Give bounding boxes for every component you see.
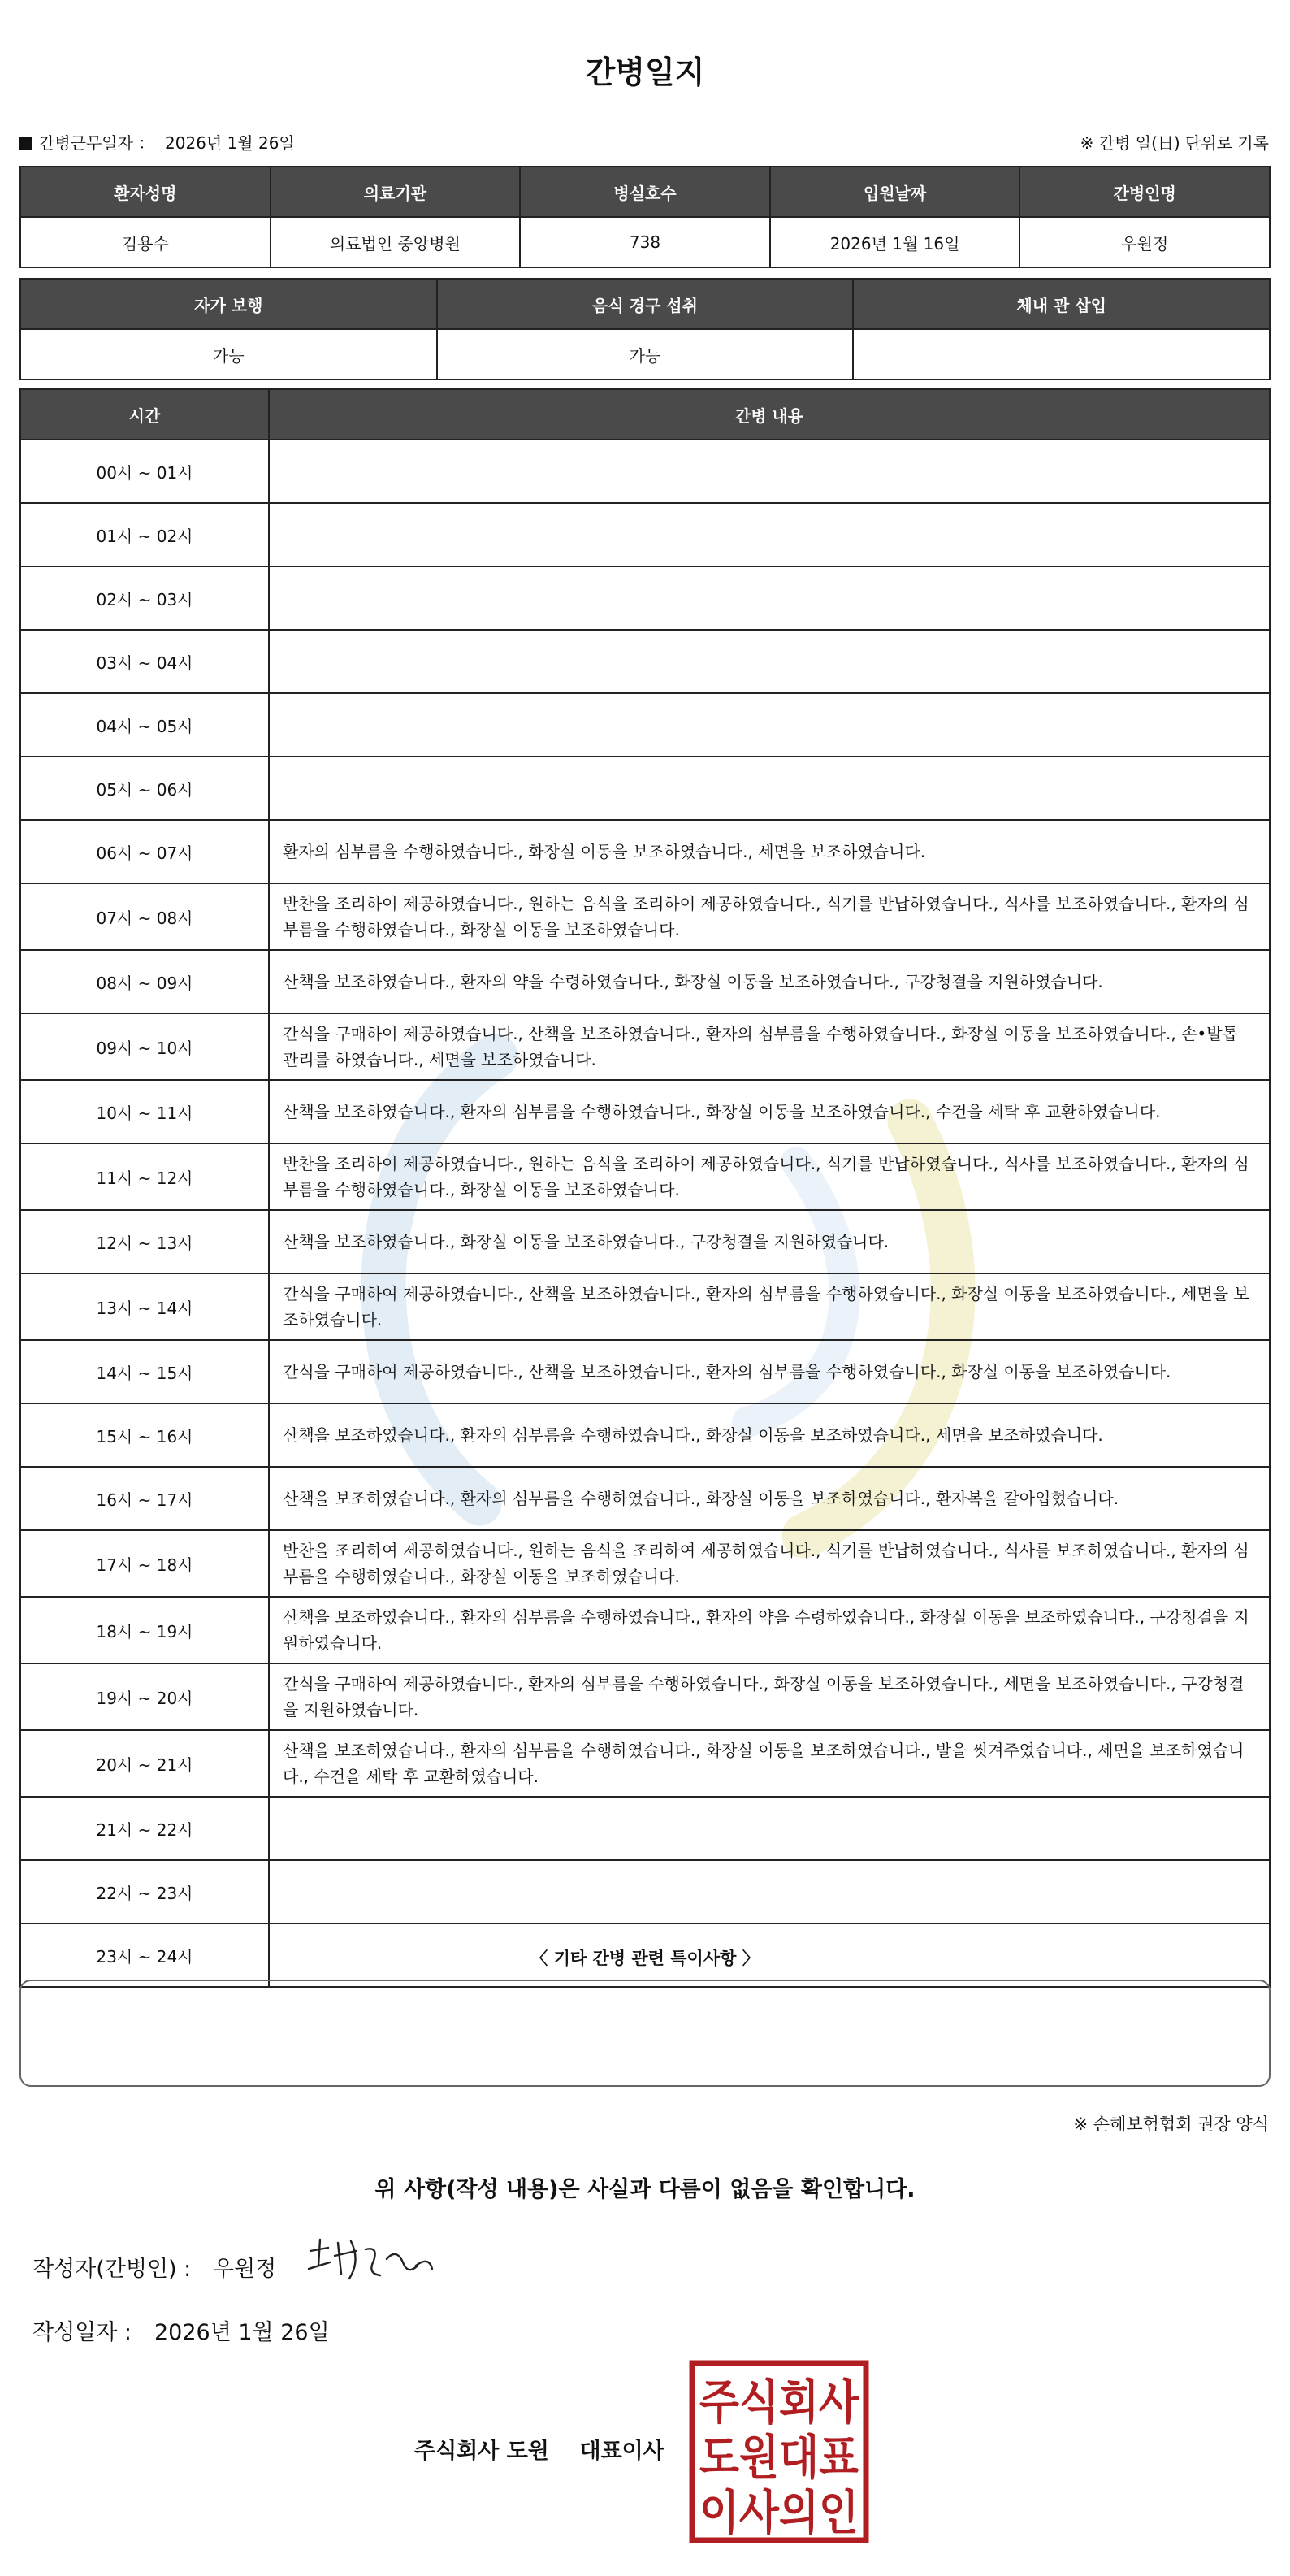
writer-name: 우원정 xyxy=(213,2257,277,2282)
recommend-note: ※ 손해보험협회 권장 양식 xyxy=(1073,2114,1269,2134)
square-bullet-icon xyxy=(19,137,32,150)
care-log-content: 반찬을 조리하여 제공하였습니다., 원하는 음식을 조리하여 제공하였습니다., 식기를 반납하였습니다., 식사를 보조하였습니다., 환자의 심부름을 수행하였습니다., 화장실 이동을 보조하였습니다. xyxy=(269,883,1270,950)
care-log-content: 환자의 심부름을 수행하였습니다., 화장실 이동을 보조하였습니다., 세면을 보조하였습니다. xyxy=(269,820,1270,883)
care-log-row xyxy=(20,1080,1270,1143)
care-log-time: 01시 ~ 02시 xyxy=(20,503,269,566)
care-log-content xyxy=(269,693,1270,757)
care-log-time: 13시 ~ 14시 xyxy=(20,1273,269,1340)
care-log-time: 12시 ~ 13시 xyxy=(20,1210,269,1273)
page-title: 간병일지 xyxy=(585,54,705,90)
care-log-row xyxy=(20,1467,1270,1530)
patient-info-table xyxy=(19,166,1271,268)
care-log-row xyxy=(20,1530,1270,1597)
patient-value-row xyxy=(20,217,1270,267)
work-date-value: 2026년 1월 26일 xyxy=(165,133,295,153)
care-log-row xyxy=(20,1797,1270,1860)
care-log-content xyxy=(269,503,1270,566)
care-log-content: 산책을 보조하였습니다., 환자의 약을 수령하였습니다., 화장실 이동을 보조하였습니다., 구강청결을 지원하였습니다. xyxy=(269,950,1270,1013)
care-log-row xyxy=(20,693,1270,757)
patient-status-table xyxy=(19,278,1271,380)
header-oral-intake: 음식 경구 섭취 xyxy=(437,279,854,329)
care-log-time: 15시 ~ 16시 xyxy=(20,1403,269,1467)
care-log-row xyxy=(20,883,1270,950)
care-log-content: 간식을 구매하여 제공하였습니다., 환자의 심부름을 수행하였습니다., 화장실 이동을 보조하였습니다., 세면을 보조하였습니다., 구강청결을 지원하였습니다. xyxy=(269,1663,1270,1730)
care-log-content: 산책을 보조하였습니다., 환자의 심부름을 수행하였습니다., 환자의 약을 수령하였습니다., 화장실 이동을 보조하였습니다., 구강청결을 지원하였습니다. xyxy=(269,1597,1270,1663)
value-room: 738 xyxy=(520,217,770,267)
work-date-label: 간병근무일자 ： xyxy=(39,133,155,153)
care-log-row xyxy=(20,1143,1270,1210)
care-log-content: 산책을 보조하였습니다., 환자의 심부름을 수행하였습니다., 화장실 이동을 보조하였습니다., 환자복을 갈아입혔습니다. xyxy=(269,1467,1270,1530)
care-log-time: 06시 ~ 07시 xyxy=(20,820,269,883)
care-log-content: 산책을 보조하였습니다., 환자의 심부름을 수행하였습니다., 화장실 이동을 보조하였습니다., 수건을 세탁 후 교환하였습니다. xyxy=(269,1080,1270,1143)
care-log-row xyxy=(20,630,1270,693)
care-log-time: 07시 ~ 08시 xyxy=(20,883,269,950)
care-log-time: 11시 ~ 12시 xyxy=(20,1143,269,1210)
care-log-content: 산책을 보조하였습니다., 화장실 이동을 보조하였습니다., 구강청결을 지원하였습니다. xyxy=(269,1210,1270,1273)
seal-line-3: 이사의인 xyxy=(699,2485,859,2540)
care-log-time: 05시 ~ 06시 xyxy=(20,757,269,820)
seal-line-1: 주식회사 xyxy=(699,2374,859,2430)
confirmation-statement: 위 사항(작성 내용)은 사실과 다름이 없음을 확인합니다. xyxy=(374,2177,916,2202)
care-log-body xyxy=(20,440,1270,1987)
care-log-row xyxy=(20,820,1270,883)
care-log-content: 산책을 보조하였습니다., 환자의 심부름을 수행하였습니다., 화장실 이동을 보조하였습니다., 세면을 보조하였습니다. xyxy=(269,1403,1270,1467)
care-log-row xyxy=(20,1403,1270,1467)
care-log-time: 00시 ~ 01시 xyxy=(20,440,269,503)
value-oral-intake: 가능 xyxy=(437,329,854,379)
care-log-row xyxy=(20,1597,1270,1663)
care-log-content: 간식을 구매하여 제공하였습니다., 산책을 보조하였습니다., 환자의 심부름을 수행하였습니다., 화장실 이동을 보조하였습니다., 세면을 보조하였습니다. xyxy=(269,1273,1270,1340)
care-log-time: 22시 ~ 23시 xyxy=(20,1860,269,1923)
care-log-row xyxy=(20,1273,1270,1340)
header-care-content: 간병 내용 xyxy=(269,389,1270,440)
care-log-row xyxy=(20,503,1270,566)
care-log-time: 18시 ~ 19시 xyxy=(20,1597,269,1663)
care-log-row xyxy=(20,757,1270,820)
care-log-row xyxy=(20,440,1270,503)
care-log-time: 09시 ~ 10시 xyxy=(20,1013,269,1080)
header-room: 병실호수 xyxy=(520,167,770,217)
company-seal xyxy=(689,2360,869,2543)
care-log-time: 08시 ~ 09시 xyxy=(20,950,269,1013)
care-log-content xyxy=(269,440,1270,503)
header-time: 시간 xyxy=(20,389,269,440)
care-log-time: 10시 ~ 11시 xyxy=(20,1080,269,1143)
date-label: 작성일자 : xyxy=(32,2320,132,2345)
value-patient-name: 김용수 xyxy=(20,217,271,267)
care-log-time: 19시 ~ 20시 xyxy=(20,1663,269,1730)
value-admission-date: 2026년 1월 16일 xyxy=(770,217,1020,267)
work-date-line xyxy=(19,130,295,154)
care-log-time: 20시 ~ 21시 xyxy=(20,1730,269,1797)
writer-label: 작성자(간병인) : xyxy=(32,2257,192,2282)
care-log-content xyxy=(269,566,1270,630)
value-tube-insertion xyxy=(853,329,1270,379)
header-hospital: 의료기관 xyxy=(271,167,521,217)
header-self-walking: 자가 보행 xyxy=(20,279,437,329)
care-log-content xyxy=(269,1797,1270,1860)
care-log-content xyxy=(269,1860,1270,1923)
care-log-content: 산책을 보조하였습니다., 환자의 심부름을 수행하였습니다., 화장실 이동을 보조하였습니다., 발을 씻겨주었습니다., 세면을 보조하였습니다., 수건을 세탁 후 교환하였습니다. xyxy=(269,1730,1270,1797)
header-admission-date: 입원날짜 xyxy=(770,167,1020,217)
notes-title: 〈 기타 간병 관련 특이사항 〉 xyxy=(530,1949,760,1968)
seal-line-2: 도원대표 xyxy=(699,2430,859,2485)
care-log-time: 17시 ~ 18시 xyxy=(20,1530,269,1597)
care-log-row xyxy=(20,1730,1270,1797)
handwritten-signature xyxy=(302,2227,448,2292)
care-log-row xyxy=(20,1013,1270,1080)
header-patient-name: 환자성명 xyxy=(20,167,271,217)
care-log-time: 16시 ~ 17시 xyxy=(20,1467,269,1530)
notes-box xyxy=(19,1980,1271,2087)
care-log-row xyxy=(20,1663,1270,1730)
unit-note: ※ 간병 일(日) 단위로 기록 xyxy=(1080,133,1269,153)
care-log-header-row xyxy=(20,389,1270,440)
care-log-time: 14시 ~ 15시 xyxy=(20,1340,269,1403)
care-log-content: 간식을 구매하여 제공하였습니다., 산책을 보조하였습니다., 환자의 심부름을 수행하였습니다., 화장실 이동을 보조하였습니다. xyxy=(269,1340,1270,1403)
care-log-time: 03시 ~ 04시 xyxy=(20,630,269,693)
company-representative: 주식회사 도원 대표이사 xyxy=(414,2439,664,2464)
date-value: 2026년 1월 26일 xyxy=(154,2320,330,2345)
care-log-time: 02시 ~ 03시 xyxy=(20,566,269,630)
care-log-content xyxy=(269,757,1270,820)
header-tube-insertion: 체내 관 삽입 xyxy=(853,279,1270,329)
care-log-content: 간식을 구매하여 제공하였습니다., 산책을 보조하였습니다., 환자의 심부름을 수행하였습니다., 화장실 이동을 보조하였습니다., 손•발톱 관리를 하였습니다., 세면을 보조하였습니다. xyxy=(269,1013,1270,1080)
status-value-row xyxy=(20,329,1270,379)
care-log-row xyxy=(20,1210,1270,1273)
care-log-row xyxy=(20,1860,1270,1923)
care-log-content: 반찬을 조리하여 제공하였습니다., 원하는 음식을 조리하여 제공하였습니다., 식기를 반납하였습니다., 식사를 보조하였습니다., 환자의 심부름을 수행하였습니다., 화장실 이동을 보조하였습니다. xyxy=(269,1143,1270,1210)
status-header-row xyxy=(20,279,1270,329)
care-log-time: 04시 ~ 05시 xyxy=(20,693,269,757)
patient-header-row xyxy=(20,167,1270,217)
value-caregiver: 우원정 xyxy=(1019,217,1270,267)
care-log-row xyxy=(20,566,1270,630)
care-log-time: 21시 ~ 22시 xyxy=(20,1797,269,1860)
care-log-row xyxy=(20,950,1270,1013)
care-log-content xyxy=(269,630,1270,693)
care-log-row xyxy=(20,1340,1270,1403)
care-log-content: 반찬을 조리하여 제공하였습니다., 원하는 음식을 조리하여 제공하였습니다., 식기를 반납하였습니다., 식사를 보조하였습니다., 환자의 심부름을 수행하였습니다., 화장실 이동을 보조하였습니다. xyxy=(269,1530,1270,1597)
care-log-time: 23시 ~ 24시 xyxy=(20,1923,269,1987)
value-self-walking: 가능 xyxy=(20,329,437,379)
care-log-table xyxy=(19,388,1271,1988)
value-hospital: 의료법인 중앙병원 xyxy=(271,217,521,267)
header-caregiver: 간병인명 xyxy=(1019,167,1270,217)
